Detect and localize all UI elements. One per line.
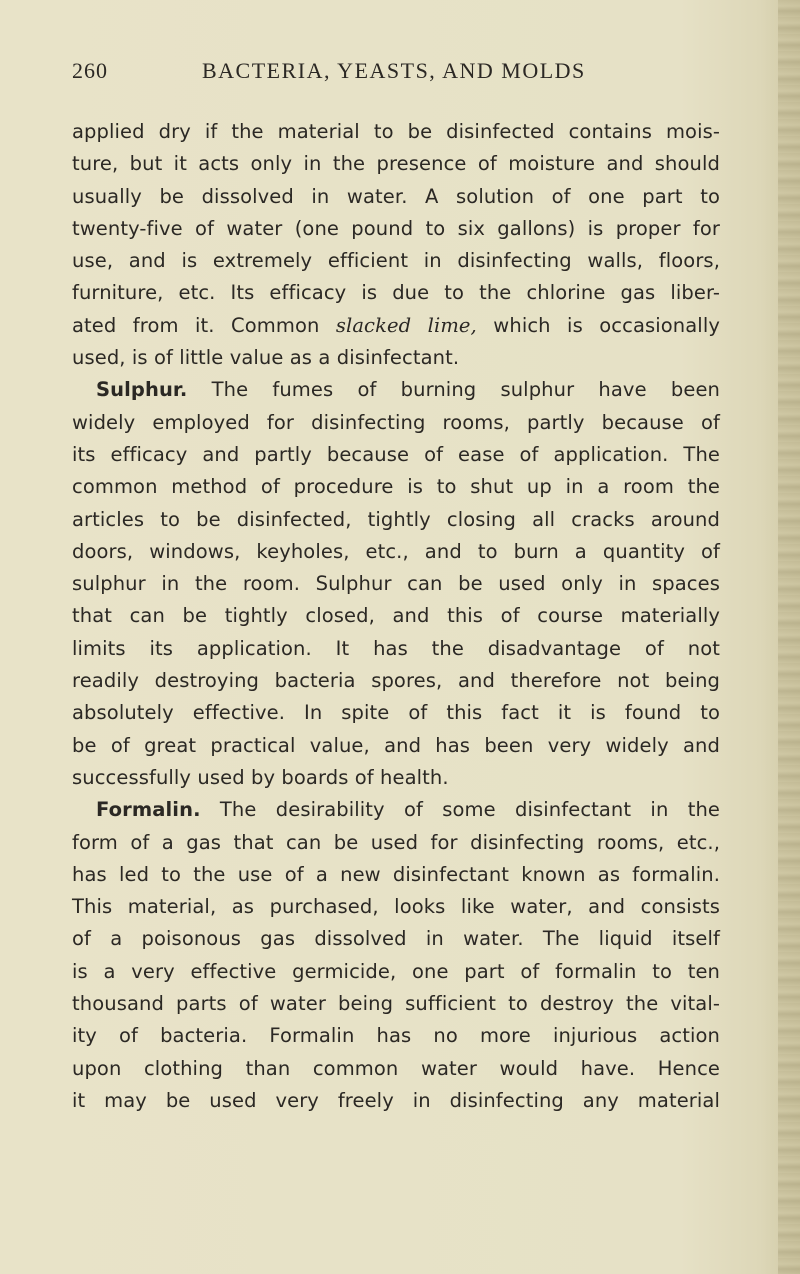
text-line: furniture, etc. Its efficacy is due to the chlorine gas liber- (72, 281, 720, 305)
text-line: applied dry if the material to be disinfected contains mois- (72, 120, 720, 143)
text-line: widely employed for disinfecting rooms, partly because of (72, 410, 720, 434)
text-run: The desirability of some disinfectant in the (200, 798, 720, 822)
text-line: of a poisonous gas dissolved in water. The liquid itself (72, 927, 720, 951)
text-line: successfully used by boards of health. (72, 765, 449, 789)
text-run: which is occasionally (476, 313, 720, 337)
text-line: be of great practical value, and has been very widely and (72, 733, 720, 757)
text-line: usually be dissolved in water. A solution of one part to (72, 184, 720, 208)
section-heading-sulphur: Sulphur. (96, 378, 188, 402)
text-line-heading (72, 374, 720, 406)
page-edge (778, 0, 800, 1274)
text-line: common method of procedure is to shut up in a room the (72, 475, 720, 499)
text-line-mixed (72, 310, 720, 342)
text-line: has led to the use of a new disinfectant known as formalin. (72, 862, 720, 886)
text-line: is a very effective germicide, one part of formalin to ten (72, 959, 720, 983)
text-line: readily destroying bacteria spores, and therefore not being (72, 669, 720, 693)
text-line: absolutely effective. In spite of this fact it is found to (72, 701, 720, 725)
running-title: BACTERIA, YEASTS, AND MOLDS (202, 58, 586, 83)
text-line: doors, windows, keyholes, etc., and to burn a quantity of (72, 539, 720, 563)
text-line: its efficacy and partly because of ease of application. The (72, 442, 720, 466)
text-run: ated from it. Common (72, 313, 336, 337)
text-line: This material, as purchased, looks like water, and consists (72, 895, 720, 919)
section-heading-formalin: Formalin. (96, 798, 201, 822)
text-line: used, is of little value as a disinfectant. (72, 346, 460, 370)
text-line: use, and is extremely efficient in disinfecting walls, floors, (72, 249, 720, 273)
page-number: 260 (72, 58, 108, 83)
text-line: form of a gas that can be used for disinfecting rooms, etc., (72, 830, 720, 854)
text-line: thousand parts of water being sufficient to destroy the vital- (72, 992, 720, 1016)
text-line: twenty-five of water (one pound to six gallons) is proper for (72, 216, 720, 240)
text-line: upon clothing than common water would have. Hence (72, 1056, 720, 1080)
body-text (72, 116, 720, 1117)
text-line: ture, but it acts only in the presence of moisture and should (72, 152, 720, 176)
text-run: The fumes of burning sulphur have been (187, 378, 720, 402)
text-line: limits its application. It has the disadvantage of not (72, 636, 720, 660)
text-line: that can be tightly closed, and this of course materially (72, 604, 720, 628)
text-line: sulphur in the room. Sulphur can be used only in spaces (72, 572, 720, 596)
text-line: it may be used very freely in disinfecting any material (72, 1088, 720, 1112)
text-line-heading (72, 794, 720, 826)
page-header (72, 58, 712, 88)
text-line: articles to be disinfected, tightly closing all cracks around (72, 507, 720, 531)
italic-term: slacked lime, (335, 313, 477, 337)
text-line: ity of bacteria. Formalin has no more injurious action (72, 1024, 720, 1048)
